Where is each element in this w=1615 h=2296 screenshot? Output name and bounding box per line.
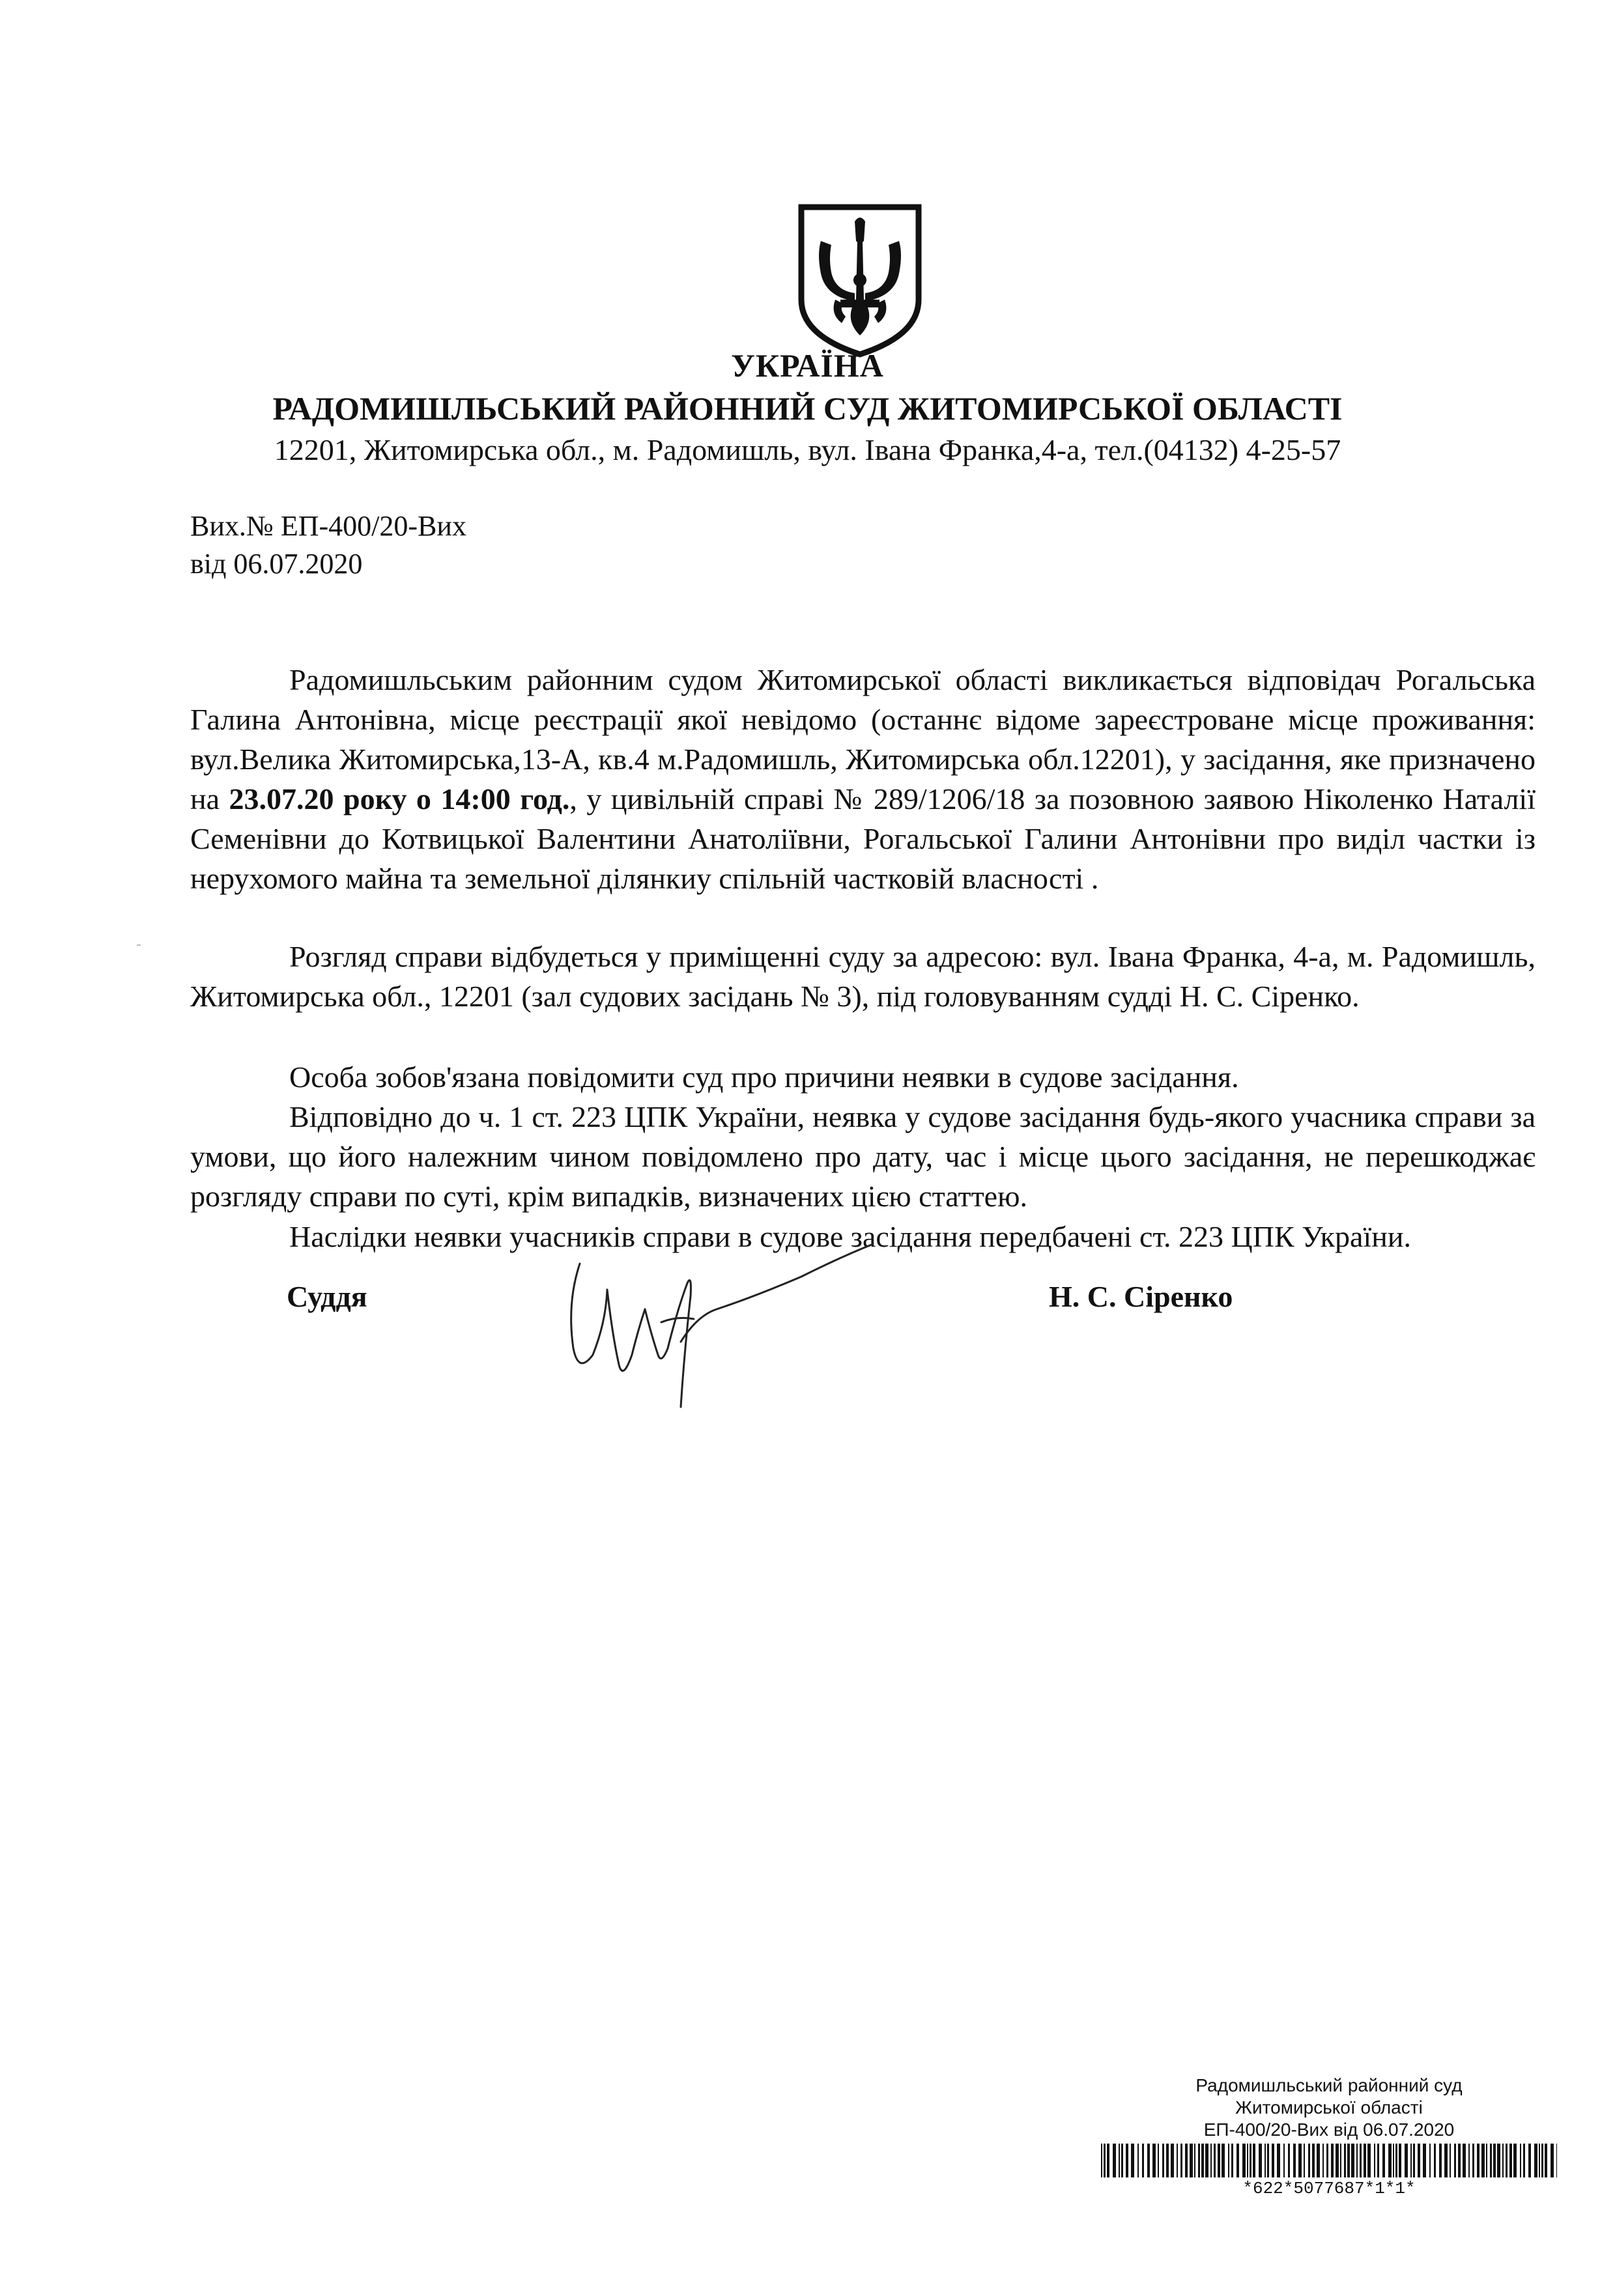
outgoing-date: від 06.07.2020	[190, 548, 363, 580]
summons-paragraph	[190, 660, 1536, 898]
barcode	[1101, 2144, 1557, 2177]
consequences-text: Наслідки неявки учасників справи в судове засідання передбачені ст. 223 ЦПК України.	[289, 1220, 1411, 1253]
obligation-paragraph	[190, 1057, 1536, 1097]
hearing-location-paragraph	[190, 937, 1536, 1016]
judge-label: Суддя	[287, 1280, 367, 1313]
summons-text-start: Радомишльським районним судом Житомирської області викликається відповідач Рогальська Галина Антонівна, місце реєстрації якої невідомо (останнє відоме зареєстроване місце проживання: вул.Велика Житомирська,13-А, кв.4 м.Радомишль, Житомирська обл.12201), у засідання, яке призначено на	[190, 663, 1536, 815]
handwritten-signature	[547, 1225, 886, 1439]
court-address: 12201, Житомирська обл., м. Радомишль, вул. Івана Франка,4-а, тел.(04132) 4-25-57	[274, 433, 1341, 466]
outgoing-number: Вих.№ ЕП-400/20-Вих	[190, 510, 466, 542]
summons-text-end: , у цивільній справі № 289/1206/18 за позовною заявою Ніколенко Наталії Семенівни до Котвицької Валентини Анатоліївни, Рогальської Галини Антонівни про виділ частки із нерухомого майна та земельної ділянкиу спільній частковій власності .	[190, 782, 1536, 895]
hearing-datetime: 23.07.20 року о 14:00 год.	[229, 782, 570, 815]
hearing-location-text: Розгляд справи відбудеться у приміщенні суду за адресою: вул. Івана Франка, 4-а, м. Радомишль, Житомирська обл., 12201 (зал судових засідань № 3), під головуванням судді Н. С. Сіренко.	[190, 940, 1536, 1013]
court-name-heading: РАДОМИШЛЬСЬКИЙ РАЙОННИЙ СУД ЖИТОМИРСЬКОЇ ОБЛАСТІ	[272, 390, 1343, 427]
barcode-text: *622*5077687*1*1*	[1242, 2179, 1416, 2198]
judge-name: Н. С. Сіренко	[1049, 1280, 1233, 1313]
stamp-registration: ЕП-400/20-Вих від 06.07.2020	[1203, 2119, 1455, 2140]
law-reference-text: Відповідно до ч. 1 ст. 223 ЦПК України, неявка у судове засідання будь-якого учасника справи за умови, що його належним чином повідомлено про дату, час і місце цього засідання, не перешкоджає розгляду справи по суті, крім випадків, визначених цією статтею.	[190, 1100, 1536, 1213]
scan-speck	[137, 944, 141, 946]
country-heading: УКРАЇНА	[731, 347, 884, 384]
ukraine-trident-emblem-icon	[795, 202, 925, 358]
stamp-court-name: Радомишльський районний суд	[1195, 2075, 1463, 2095]
obligation-text: Особа зобов'язана повідомити суд про причини неявки в судове засідання.	[289, 1060, 1239, 1094]
law-reference-paragraph	[190, 1097, 1536, 1216]
stamp-region: Житомирської області	[1235, 2097, 1423, 2118]
registration-stamp	[1068, 2075, 1590, 2198]
